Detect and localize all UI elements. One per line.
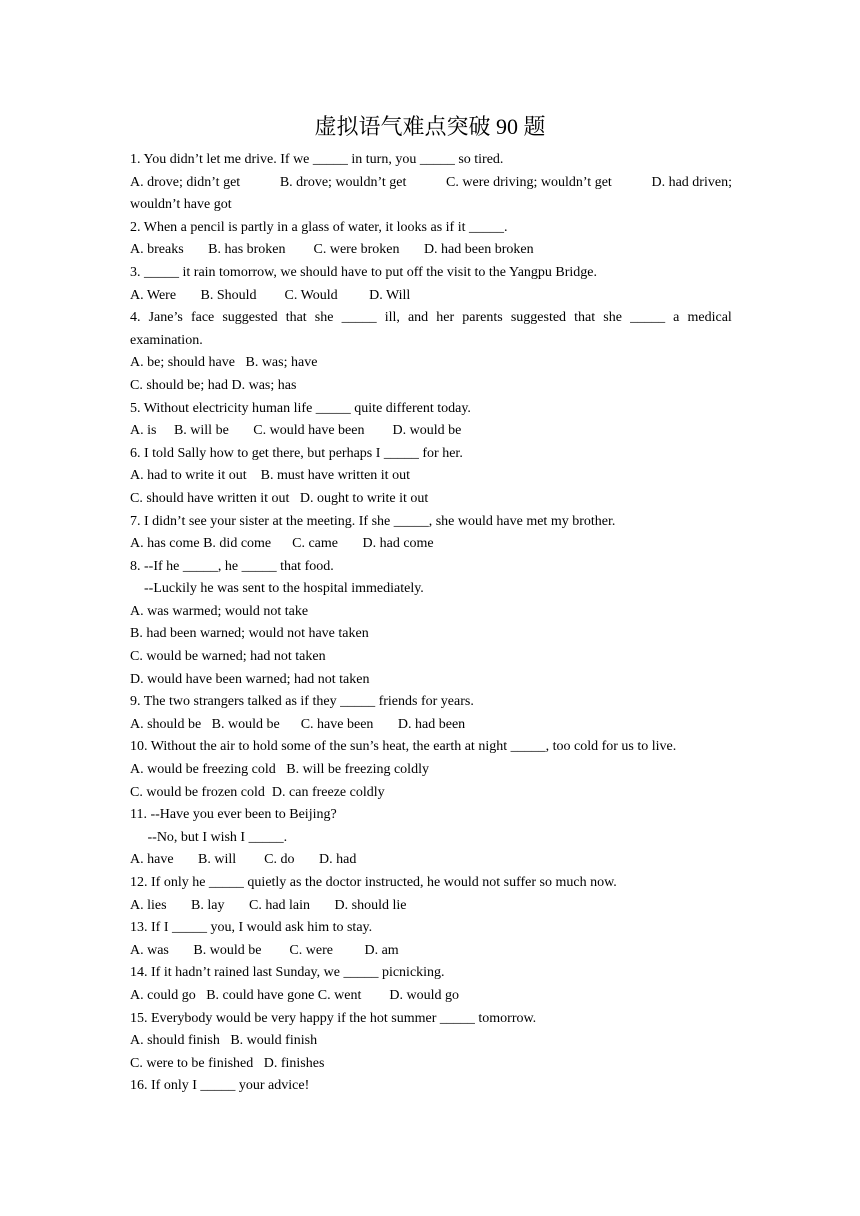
question-3: 3. _____ it rain tomorrow, we should have to put off the visit to the Yangpu Bridge. [130, 264, 598, 280]
question-5: 5. Without electricity human life _____ quite different today. [130, 400, 471, 416]
question-10-options-ab: A. would be freezing cold B. will be freezing coldly [130, 762, 429, 778]
question-4-options-ab: A. be; should have B. was; have [130, 355, 318, 371]
question-3-options: A. Were B. Should C. Would D. Will [130, 287, 411, 303]
question-10-options-cd: C. would be frozen cold D. can freeze coldly [130, 784, 385, 800]
question-7: 7. I didn’t see your sister at the meeting. If she _____, she would have met my brother. [130, 513, 616, 529]
question-4-options-cd: C. should be; had D. was; has [130, 377, 297, 393]
question-15-options-cd: C. were to be finished D. finishes [130, 1055, 325, 1071]
question-8-option-a: A. was warmed; would not take [130, 603, 309, 619]
question-15: 15. Everybody would be very happy if the hot summer _____ tomorrow. [130, 1010, 537, 1026]
question-13: 13. If I _____ you, I would ask him to stay. [130, 920, 373, 936]
question-12: 12. If only he _____ quietly as the doctor instructed, he would not suffer so much now. [130, 875, 617, 890]
question-15-options-ab: A. should finish B. would finish [130, 1033, 318, 1049]
question-1-options-cont: wouldn’t have got [130, 197, 232, 213]
question-5-options: A. is B. will be C. would have been D. would be [130, 423, 462, 439]
question-8-reply: --Luckily he was sent to the hospital immediately. [130, 581, 424, 597]
question-6: 6. I told Sally how to get there, but perhaps I _____ for her. [130, 445, 463, 461]
question-6-options-ab: A. had to write it out B. must have written it out [130, 468, 410, 484]
question-6-options-cd: C. should have written it out D. ought to write it out [130, 490, 429, 506]
question-2: 2. When a pencil is partly in a glass of water, it looks as if it _____. [130, 219, 508, 235]
question-2-options: A. breaks B. has broken C. were broken D. had been broken [130, 242, 534, 258]
question-8-option-b: B. had been warned; would not have taken [130, 626, 369, 642]
question-13-options: A. was B. would be C. were D. am [130, 942, 399, 958]
question-11: 11. --Have you ever been to Beijing? [130, 807, 337, 823]
question-10: 10. Without the air to hold some of the sun’s heat, the earth at night _____, too cold for us to live. [130, 739, 677, 755]
question-4: 4. Jane’s face suggested that she _____ ill, and her parents suggested that she _____ a medical [130, 310, 732, 326]
question-7-options: A. has come B. did come C. came D. had come [130, 536, 434, 552]
question-9-options: A. should be B. would be C. have been D. had been [130, 716, 466, 732]
question-4-cont: examination. [130, 332, 203, 348]
question-8-option-c: C. would be warned; had not taken [130, 649, 326, 665]
question-11-options: A. have B. will C. do D. had [130, 852, 357, 868]
page-title: 虚拟语气难点突破 90 题 [314, 114, 546, 139]
question-12-options: A. lies B. lay C. had lain D. should lie [130, 897, 407, 913]
option-c: C. were driving; wouldn’t get [446, 174, 612, 190]
option-b: B. drove; wouldn’t get [279, 174, 407, 190]
question-list [130, 149, 732, 1098]
question-8: 8. --If he _____, he _____ that food. [130, 558, 334, 574]
question-8-option-d: D. would have been warned; had not taken [130, 671, 370, 687]
question-16: 16. If only I _____ your advice! [130, 1078, 310, 1094]
option-d: D. had driven; [651, 174, 732, 190]
option-a: A. drove; didn’t get [130, 174, 241, 190]
question-1: 1. You didn’t let me drive. If we _____ in turn, you _____ so tired. [130, 152, 504, 167]
question-1-options [130, 172, 732, 195]
question-14-options: A. could go B. could have gone C. went D. would go [130, 987, 459, 1003]
question-9: 9. The two strangers talked as if they _____ friends for years. [130, 694, 474, 710]
question-11-reply: --No, but I wish I _____. [130, 829, 288, 845]
question-14: 14. If it hadn’t rained last Sunday, we _____ picnicking. [130, 965, 445, 981]
